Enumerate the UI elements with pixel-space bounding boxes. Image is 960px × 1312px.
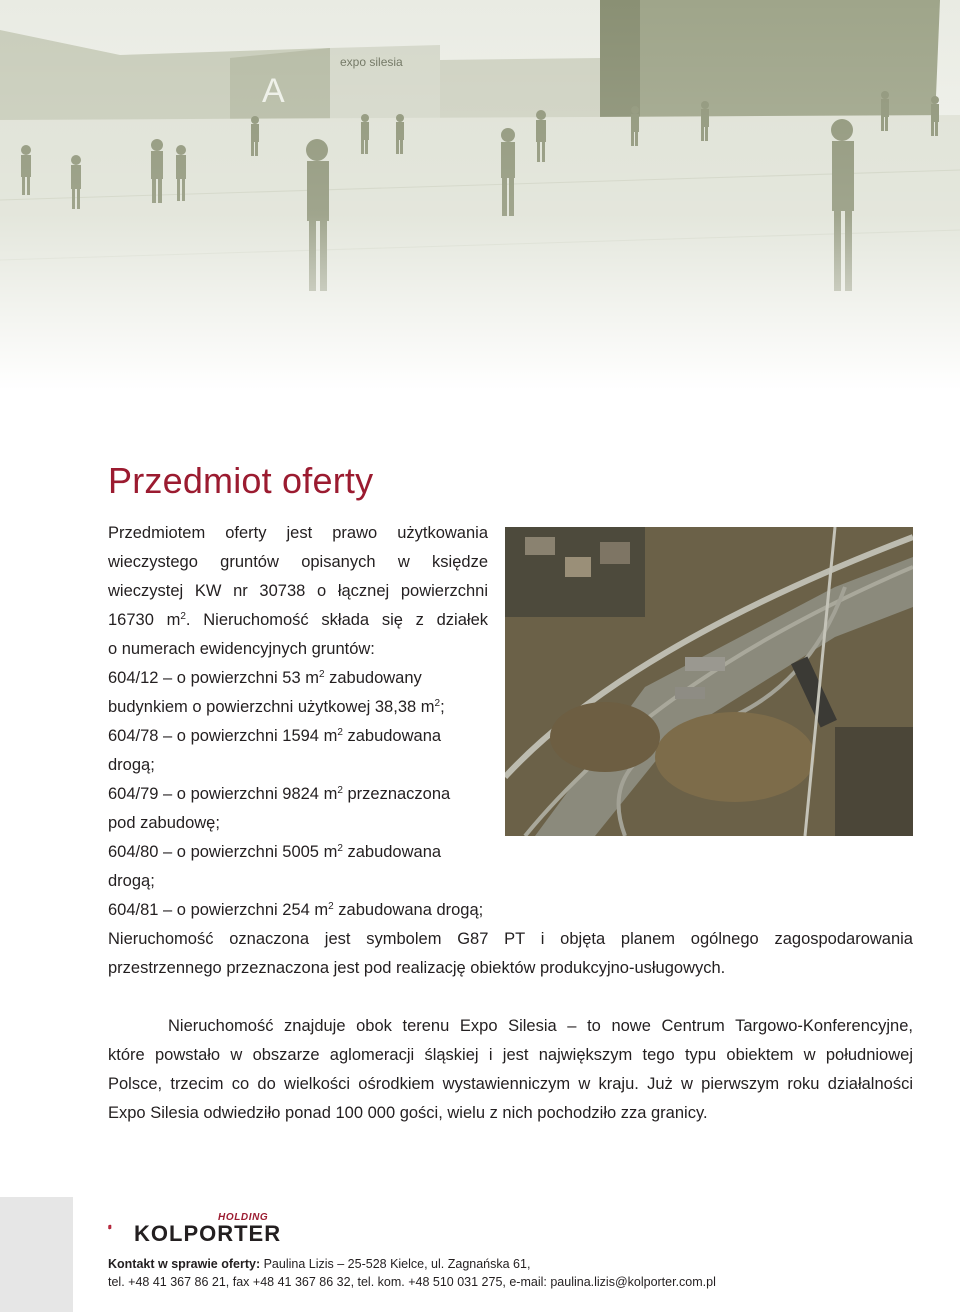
- contact-line-2: tel. +48 41 367 86 21, fax +48 41 367 86 32, tel. kom. +48 510 031 275, e-mail: paulina.lizis@kolporter.com.pl: [108, 1275, 716, 1289]
- parcel-line: 604/79 – o powierzchni 9824 $m^2$ przeznaczona: [108, 785, 451, 803]
- paragraph-line: wieczystej KW nr 30738 o łącznej powierzchni: [108, 582, 488, 600]
- contact-line-1: Kontakt w sprawie oferty: Paulina Lizis – 25-528 Kielce, ul. Zagnańska 61,: [108, 1257, 531, 1271]
- paragraph-line: wieczystego gruntów opisanych w księdze: [108, 553, 488, 571]
- parcel-line: drogą;: [108, 756, 155, 774]
- zoning-line: przestrzennego przeznaczona jest pod realizację obiektów produkcyjno-usługowych.: [108, 959, 726, 977]
- paragraph-line: o numerach ewidencyjnych gruntów:: [108, 640, 375, 658]
- paragraph2-line: które powstało w obszarze aglomeracji śląskiej i jest największym tego typu obiektem w południowej: [108, 1046, 913, 1064]
- paragraph-line: 16730 $m^2$. Nieruchomość składa się z działek: [108, 611, 488, 629]
- footer-side-bar: [0, 1197, 73, 1312]
- logo-name-text: KOLPORTER: [134, 1221, 282, 1246]
- parcel-line: 604/78 – o powierzchni 1594 $m^2$ zabudowana: [108, 727, 442, 745]
- parcel-line: budynkiem o powierzchni użytkowej 38,38 $m^2$;: [108, 698, 445, 716]
- paragraph-line: Przedmiotem oferty jest prawo użytkowania: [108, 524, 488, 542]
- aerial-photo: [505, 527, 913, 836]
- logo-holding-text: HOLDING: [218, 1212, 269, 1223]
- parcel-line: pod zabudowę;: [108, 814, 220, 832]
- zoning-line: Nieruchomość oznaczona jest symbolem G87 PT i objęta planem ogólnego zagospodarowania: [108, 930, 913, 948]
- paragraph2-line: Polsce, trzecim co do wielkości ośrodkiem wystawienniczym w kraju. Już w pierwszym roku działalności: [108, 1075, 913, 1093]
- parcel-line: 604/81 – o powierzchni 254 $m^2$ zabudowana drogą;: [108, 901, 484, 919]
- hero-image: [0, 0, 960, 390]
- paragraph2-line: Expo Silesia odwiedziło ponad 100 000 gości, wielu z nich pochodziło zza granicy.: [108, 1104, 708, 1122]
- paragraph2-line: Nieruchomość znajduje obok terenu Expo Silesia – to nowe Centrum Targowo-Konferencyjne,: [168, 1017, 913, 1035]
- parcel-line: 604/80 – o powierzchni 5005 $m^2$ zabudowana: [108, 843, 442, 861]
- parcel-line: drogą;: [108, 872, 155, 890]
- parcel-line: 604/12 – o powierzchni 53 $m^2$ zabudowany: [108, 669, 422, 687]
- logo-mark-icon: [108, 1214, 132, 1240]
- page-title: Przedmiot oferty: [108, 460, 374, 502]
